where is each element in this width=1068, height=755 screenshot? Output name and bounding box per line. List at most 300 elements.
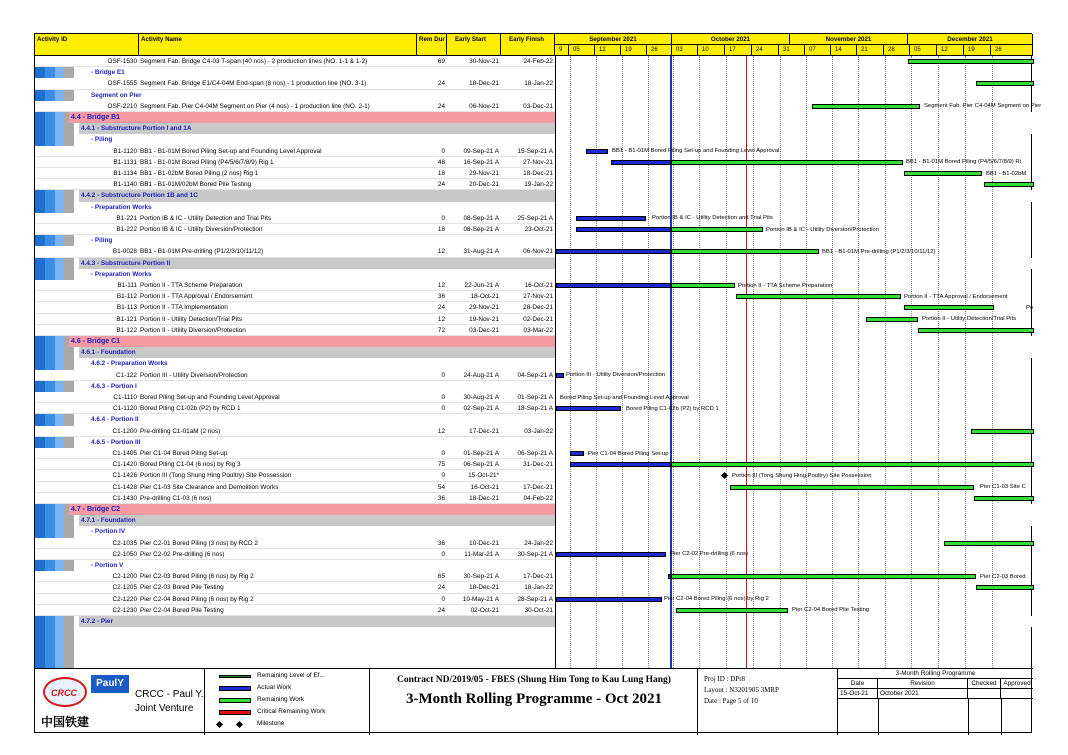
revision-date: 15-Oct-21 bbox=[838, 689, 878, 699]
wbs-header-row[interactable] bbox=[89, 134, 555, 145]
month-label: December 2021 bbox=[908, 34, 1033, 45]
revision-header-approved: Approved bbox=[1001, 679, 1033, 689]
cell-id: C1-1120 bbox=[112, 405, 137, 413]
remaining-work-bar[interactable] bbox=[976, 585, 1034, 590]
cell-start: 06-Nov-21 bbox=[469, 102, 499, 110]
revision-table bbox=[838, 669, 1033, 735]
cell-name: Segment Fab. Bridge E1/C4-04M End-span (8 nos) - 1 production line (NO. 3-1) bbox=[140, 80, 367, 88]
activity-row[interactable] bbox=[35, 56, 555, 67]
contract-title: Contract ND/2019/05 - FBES (Shung Him Tong to Kau Lung Hang) bbox=[397, 675, 671, 685]
activity-row[interactable] bbox=[35, 280, 555, 291]
cell-dur: 12 bbox=[437, 282, 445, 289]
cell-id: B1-1134 bbox=[113, 170, 137, 177]
remaining-work-bar[interactable] bbox=[904, 305, 994, 310]
activity-row[interactable] bbox=[35, 246, 555, 257]
cell-dur: 36 bbox=[437, 539, 445, 547]
activity-row[interactable] bbox=[35, 146, 555, 157]
cell-name: Portion IB & IC - Utility Detection and Trial Pits bbox=[140, 214, 272, 222]
cell-name: Pier C2-03 Bored Piling (6 nos) by Rig 2 bbox=[140, 573, 254, 581]
wbs-title: 4.6 - Bridge C1 bbox=[71, 338, 121, 345]
cell-start: 24-Aug-21 A bbox=[463, 371, 499, 379]
cell-id: B1-1140 bbox=[113, 181, 137, 189]
activity-row[interactable] bbox=[35, 605, 555, 616]
cell-dur: 36 bbox=[437, 293, 445, 301]
wbs-title: 4.7.1 - Foundation bbox=[81, 517, 136, 525]
cell-name: Bored Piling C1-02b (P2) by RCD 1 bbox=[140, 405, 241, 413]
cell-dur: 75 bbox=[437, 461, 445, 469]
remaining-work-bar[interactable] bbox=[908, 59, 1034, 64]
legend-box bbox=[205, 669, 370, 735]
cell-dur: 0 bbox=[441, 550, 445, 558]
activity-row[interactable] bbox=[35, 426, 555, 437]
legend-swatch bbox=[219, 675, 251, 678]
activity-table bbox=[35, 56, 555, 668]
activity-row[interactable] bbox=[35, 459, 555, 470]
activity-row[interactable] bbox=[35, 448, 555, 459]
cell-start: 31-Aug-21 A bbox=[463, 248, 499, 256]
header-activity-name[interactable]: Activity Name bbox=[139, 34, 417, 56]
bar-label: Portion III - Utility Diversion/Protection bbox=[566, 372, 666, 379]
cell-id: C2-1230 bbox=[112, 606, 137, 614]
cell-fin: 04-Feb-22 bbox=[523, 494, 553, 502]
wbs-header-row[interactable] bbox=[79, 515, 555, 526]
wbs-band bbox=[556, 347, 1034, 358]
cell-start: 18-Oct-21 bbox=[470, 293, 499, 301]
gantt-sheet bbox=[34, 33, 1042, 733]
activity-row[interactable] bbox=[35, 157, 555, 168]
wbs-header-row[interactable] bbox=[69, 112, 555, 123]
cell-id: C2-1205 bbox=[112, 584, 137, 592]
cell-fin: 06-Nov-21 bbox=[523, 248, 553, 256]
wbs-header-row[interactable] bbox=[89, 235, 555, 246]
crcc-logo: CRCC bbox=[43, 677, 87, 707]
cell-dur: 72 bbox=[437, 326, 445, 334]
cell-name: Portion II - Utility Detection/Trial Pits bbox=[140, 315, 243, 323]
week-label: 12 bbox=[595, 45, 621, 56]
actual-work-bar[interactable] bbox=[576, 216, 646, 221]
cell-fin: 28-Dec-21 bbox=[523, 304, 553, 312]
bar-label: BB1 - B1-01M Bored Piling (P4/5/6/7/8/9) Ri bbox=[906, 159, 1021, 166]
cell-start: 02-Oct-21 bbox=[470, 606, 499, 614]
activity-row[interactable] bbox=[35, 493, 555, 504]
actual-work-bar[interactable] bbox=[556, 283, 671, 288]
cell-fin: 17-Dec-21 bbox=[523, 483, 553, 491]
actual-work-bar[interactable] bbox=[556, 249, 671, 254]
actual-work-bar[interactable] bbox=[586, 149, 608, 154]
footer bbox=[35, 668, 1033, 734]
cell-fin: 03-Mar-22 bbox=[523, 326, 553, 334]
cell-fin: 17-Dec-21 bbox=[523, 573, 553, 581]
cell-id: B1-222 bbox=[116, 226, 137, 233]
wbs-header-row[interactable] bbox=[79, 347, 555, 358]
cell-name: Portion II - TTA Approval / Endorsement bbox=[140, 293, 253, 301]
cell-fin: 01-Sep-21 A bbox=[517, 394, 553, 401]
cell-id: C2-1220 bbox=[112, 595, 137, 603]
project-info-box bbox=[698, 669, 838, 735]
pauly-logo: PaulY bbox=[91, 675, 129, 693]
remaining-work-bar[interactable] bbox=[671, 574, 976, 579]
week-label: 26 bbox=[647, 45, 672, 56]
wbs-header-row[interactable] bbox=[79, 258, 555, 269]
revision-checked bbox=[968, 689, 1001, 699]
wbs-header-row[interactable] bbox=[89, 414, 555, 425]
cell-fin: 28-Sep-21 A bbox=[517, 595, 553, 603]
remaining-work-bar[interactable] bbox=[904, 171, 982, 176]
cell-id: B1-111 bbox=[117, 282, 137, 289]
cell-start: 09-Sep-21 A bbox=[463, 147, 499, 155]
cell-name: Portion III - Utility Diversion/Protection bbox=[140, 371, 248, 379]
cell-name: BB1 - B1-01M/02bM Bored Pile Testing bbox=[140, 181, 252, 189]
layout-name: Layout : N3201905 3MRP bbox=[704, 686, 779, 694]
cell-start: 16-Sep-21 A bbox=[463, 158, 499, 166]
week-label: 03 bbox=[672, 45, 698, 56]
bar-label: BB1 - B1-01M Bored Piling Set-up and Founding Level Approval bbox=[612, 148, 780, 155]
bar-label: Portion II - TTA Scheme Preparation bbox=[738, 282, 833, 289]
activity-row[interactable] bbox=[35, 549, 555, 560]
activity-row[interactable] bbox=[35, 582, 555, 593]
cell-fin: 15-Sep-21 A bbox=[517, 147, 553, 155]
title-box bbox=[370, 669, 698, 735]
activity-row[interactable] bbox=[35, 168, 555, 179]
cell-name: Pier C2-04 Bored Pile Testing bbox=[140, 606, 224, 614]
wbs-title: 4.4.1 - Substructure Portion I and 1A bbox=[81, 125, 192, 133]
bar-label: Pier C2-02 Pre-drilling (6 nos) bbox=[670, 551, 748, 558]
cell-start: 19-Nov-21 bbox=[469, 315, 499, 323]
revision-name: October 2021 bbox=[878, 689, 968, 699]
activity-row[interactable] bbox=[35, 403, 555, 414]
revision-approved bbox=[1001, 689, 1033, 699]
cell-start: 08-Sep-21 A bbox=[463, 226, 499, 233]
cell-id: B1-122 bbox=[116, 326, 137, 334]
cell-name: BB1 - B1-02bM Bored Piling (2 nos) Rig 1 bbox=[140, 170, 259, 177]
cell-id: C2-1050 bbox=[112, 550, 137, 558]
cell-fin: 02-Dec-21 bbox=[523, 315, 553, 323]
cell-id: OSF-1530 bbox=[107, 58, 137, 65]
week-gridline bbox=[570, 56, 571, 668]
activity-row[interactable] bbox=[35, 213, 555, 224]
cell-name: Portion II - Utility Diversion/Protection bbox=[140, 326, 246, 334]
cell-start: 18-Dec-21 bbox=[469, 80, 499, 88]
legend-swatch bbox=[219, 698, 251, 703]
cell-fin: 19-Jan-22 bbox=[524, 181, 553, 189]
wbs-band bbox=[556, 616, 1034, 627]
actual-work-bar[interactable] bbox=[556, 597, 662, 602]
remaining-work-bar[interactable] bbox=[671, 160, 903, 165]
wbs-title: 4.7 - Bridge C2 bbox=[71, 506, 121, 513]
wbs-header-row[interactable] bbox=[69, 504, 555, 515]
header-early-start[interactable]: Early Start bbox=[447, 34, 501, 56]
remaining-work-bar[interactable] bbox=[671, 462, 1034, 467]
revision-header-checked: Checked bbox=[968, 679, 1001, 689]
wbs-header-row[interactable] bbox=[89, 560, 555, 571]
actual-work-bar[interactable] bbox=[611, 160, 671, 165]
wbs-header-row[interactable] bbox=[79, 190, 555, 201]
cell-id: B1-121 bbox=[116, 315, 137, 323]
wbs-title: 4.6.3 - Portion I bbox=[91, 382, 137, 390]
wbs-header-row[interactable] bbox=[79, 123, 555, 134]
wbs-header-row[interactable] bbox=[69, 336, 555, 347]
cell-id: C1-1110 bbox=[113, 394, 137, 401]
cell-fin: 04-Sep-21 A bbox=[517, 371, 553, 379]
cell-name: Pier C2-02 Pre-drilling (6 nos) bbox=[140, 550, 225, 558]
activity-row[interactable] bbox=[35, 179, 555, 190]
milestone-icon bbox=[216, 721, 223, 728]
bar-label: Portion II - TTA Approval / Endorsement bbox=[904, 293, 1008, 300]
cell-dur: 54 bbox=[437, 483, 445, 491]
cell-dur: 24 bbox=[437, 102, 445, 110]
remaining-work-bar[interactable] bbox=[944, 541, 1034, 546]
remaining-work-bar[interactable] bbox=[671, 227, 763, 232]
bar-label: BB1 - B1-01M Pre-drilling (P1/2/3/10/11/12) bbox=[822, 248, 936, 255]
wbs-header-row[interactable] bbox=[79, 616, 555, 627]
legend-critical-work: Critical Remaining Work bbox=[257, 708, 325, 715]
cell-name: Portion IB & IC - Utility Diversion/Protection bbox=[140, 226, 263, 233]
cell-dur: 0 bbox=[441, 405, 445, 413]
remaining-work-bar[interactable] bbox=[730, 485, 974, 490]
wbs-band bbox=[556, 123, 1034, 134]
remaining-work-bar[interactable] bbox=[676, 608, 788, 613]
bar-label: Pier C2-04 Bored Pile Testing bbox=[792, 607, 870, 614]
cell-name: BB1 - B1-01M Bored Piling (P4/5/6/7/8/9) Rig 1 bbox=[140, 158, 274, 166]
remaining-work-bar[interactable] bbox=[974, 496, 1034, 501]
remaining-work-bar[interactable] bbox=[671, 249, 819, 254]
cell-fin: 24-Feb-22 bbox=[523, 58, 553, 65]
actual-work-bar[interactable] bbox=[556, 373, 564, 378]
actual-work-bar[interactable] bbox=[556, 406, 621, 411]
wbs-band bbox=[556, 504, 1034, 515]
activity-row[interactable] bbox=[35, 538, 555, 549]
cell-id: B1-112 bbox=[116, 293, 137, 301]
wbs-header-row[interactable] bbox=[89, 381, 555, 392]
wbs-header-row[interactable] bbox=[89, 358, 555, 369]
cell-fin: 27-Nov-21 bbox=[523, 158, 553, 166]
cell-fin: 06-Sep-21 A bbox=[517, 450, 553, 457]
activity-row[interactable] bbox=[35, 314, 555, 325]
cell-dur: 0 bbox=[441, 214, 445, 222]
cell-id: C1-122 bbox=[116, 371, 137, 379]
activity-row[interactable] bbox=[35, 571, 555, 582]
wbs-title: Segment on Pier bbox=[91, 91, 142, 99]
cell-fin: 30-Oct-21 bbox=[524, 606, 553, 614]
milestone-icon bbox=[236, 721, 243, 728]
cell-start: 02-Sep-21 A bbox=[463, 405, 499, 413]
revision-col-divider bbox=[968, 699, 969, 735]
remaining-work-bar[interactable] bbox=[866, 317, 918, 322]
cell-start: 29-Nov-21 bbox=[469, 304, 499, 312]
week-label: 17 bbox=[725, 45, 752, 56]
cell-dur: 0 bbox=[441, 472, 445, 480]
wbs-header-row[interactable] bbox=[89, 269, 555, 280]
cell-dur: 65 bbox=[437, 573, 445, 581]
cell-dur: 0 bbox=[441, 371, 445, 379]
cell-name: Pier C2-03 Bored Pile Testing bbox=[140, 584, 224, 592]
cell-start: 30-Aug-21 A bbox=[463, 394, 499, 401]
header-activity-id[interactable]: Activity ID bbox=[35, 34, 139, 56]
cell-name: Portion III (Tong Shung Hing Poultry) Site Possession bbox=[140, 472, 292, 480]
wbs-title: 4.7.2 - Pier bbox=[81, 618, 113, 625]
revision-table-title: 3-Month Rolling Programme bbox=[838, 669, 1033, 679]
activity-row[interactable] bbox=[35, 291, 555, 302]
wbs-band bbox=[556, 515, 1034, 526]
cell-dur: 0 bbox=[441, 394, 445, 401]
cell-fin: 18-Dec-21 bbox=[523, 170, 553, 177]
legend-milestone: Milestone bbox=[257, 720, 284, 727]
activity-row[interactable] bbox=[35, 392, 555, 403]
cell-fin: 03-Dec-21 bbox=[523, 102, 553, 110]
remaining-work-bar[interactable] bbox=[812, 104, 920, 109]
cell-fin: 24-Jan-22 bbox=[524, 539, 553, 547]
cell-dur: 0 bbox=[441, 595, 445, 603]
month-label: October 2021 bbox=[672, 34, 790, 45]
wbs-title: - Portion V bbox=[91, 562, 124, 569]
cell-id: B1-1131 bbox=[113, 158, 137, 166]
cell-fin: 18-Jan-22 bbox=[524, 584, 553, 592]
cell-name: Pre-drilling C1-03 (6 nos) bbox=[140, 494, 212, 502]
programme-title: 3-Month Rolling Programme - Oct 2021 bbox=[406, 691, 662, 707]
wbs-header-row[interactable] bbox=[89, 526, 555, 537]
cell-id: B1-221 bbox=[116, 214, 137, 222]
cell-id: B1-113 bbox=[116, 304, 137, 312]
actual-work-bar[interactable] bbox=[570, 462, 671, 467]
cell-start: 30-Sep-21 A bbox=[463, 573, 499, 581]
wbs-band bbox=[556, 258, 1034, 269]
revision-col-divider bbox=[878, 699, 879, 735]
cell-start: 18-Dec-21 bbox=[469, 494, 499, 502]
cell-dur: 24 bbox=[437, 584, 445, 592]
gantt-timescale bbox=[555, 34, 1033, 56]
week-label: 14 bbox=[831, 45, 857, 56]
cell-start: 06-Sep-21 A bbox=[463, 461, 499, 469]
cell-id: B1-1120 bbox=[113, 147, 137, 155]
wbs-title: - Piling bbox=[91, 136, 113, 144]
header-early-finish[interactable]: Early Finish bbox=[501, 34, 555, 56]
bar-label: Pier C2-04 Bored Piling (6 nos) by Rig 2 bbox=[664, 596, 769, 603]
cell-fin: 23-Oct-21 bbox=[524, 226, 553, 233]
gantt-chart-area bbox=[555, 56, 1042, 668]
week-label: 05 bbox=[569, 45, 595, 56]
activity-row[interactable] bbox=[35, 224, 555, 235]
revision-header-date: Date bbox=[838, 679, 878, 689]
wbs-header-row[interactable] bbox=[89, 90, 555, 101]
remaining-work-bar[interactable] bbox=[918, 328, 1034, 333]
cell-name: Pier C2-04 Bored Piling (6 nos) by Rig 2 bbox=[140, 595, 254, 603]
bar-label: Portion III (Tong Shung Hing Poultry) Site Possession bbox=[732, 472, 872, 479]
jv-name-line1: CRCC - Paul Y. bbox=[135, 689, 204, 700]
cell-dur: 18 bbox=[437, 226, 445, 233]
cell-fin: 03-Jan-22 bbox=[524, 427, 553, 435]
cell-id: C1-1430 bbox=[112, 494, 137, 502]
wbs-title: 4.6.4 - Portion II bbox=[91, 416, 139, 424]
cell-dur: 24 bbox=[437, 304, 445, 312]
cell-dur: 69 bbox=[437, 58, 445, 65]
activity-row[interactable] bbox=[35, 325, 555, 336]
bar-label: Pier C1-04 Bored Piling Set-up bbox=[588, 450, 669, 457]
cell-dur: 0 bbox=[441, 450, 445, 457]
bar-label: Portion IB & IC - Utility Diversion/Protection bbox=[766, 226, 879, 233]
wbs-title: 4.6.2 - Preparation Works bbox=[91, 360, 168, 368]
wbs-title: 4.6.1 - Foundation bbox=[81, 349, 136, 357]
remaining-work-bar[interactable] bbox=[736, 294, 901, 299]
activity-row[interactable] bbox=[35, 470, 555, 481]
cell-start: 22-Jun-21 A bbox=[464, 282, 499, 289]
cell-dur: 48 bbox=[437, 158, 445, 166]
cell-start: 11-Mar-21 A bbox=[464, 550, 499, 558]
legend-actual-work: Actual Work bbox=[257, 684, 291, 691]
wbs-band bbox=[556, 336, 1034, 347]
cell-start: 29-Nov-21 bbox=[469, 170, 499, 177]
activity-row[interactable] bbox=[35, 78, 555, 89]
remaining-work-bar[interactable] bbox=[671, 283, 735, 288]
cell-fin: 25-Sep-21 A bbox=[517, 214, 553, 222]
wbs-header-row[interactable] bbox=[89, 67, 555, 78]
cell-fin: 27-Nov-21 bbox=[523, 293, 553, 301]
wbs-title: - Piling bbox=[91, 237, 113, 245]
cell-fin: 31-Dec-21 bbox=[523, 461, 553, 469]
bar-label: Portion IB & IC - Utility Detection and Trial Pits bbox=[652, 215, 773, 222]
wbs-header-row[interactable] bbox=[89, 202, 555, 213]
cell-start: 10-May-21 A bbox=[462, 595, 499, 603]
week-label: 05 bbox=[910, 45, 937, 56]
activity-row[interactable] bbox=[35, 101, 555, 112]
date-page: Date : Page 5 of 10 bbox=[704, 697, 758, 705]
activity-row[interactable] bbox=[35, 302, 555, 313]
cell-start: 08-Sep-21 A bbox=[463, 214, 499, 222]
wbs-title: 4.6.5 - Portion III bbox=[91, 438, 141, 446]
actual-work-bar[interactable] bbox=[556, 552, 666, 557]
cell-id: C1-1428 bbox=[112, 483, 137, 491]
cell-dur: 0 bbox=[441, 147, 445, 155]
cell-start: 20-Dec-21 bbox=[469, 181, 499, 189]
chinese-logo-text: 中国铁建 bbox=[41, 715, 90, 729]
week-label: 31 bbox=[779, 45, 805, 56]
month-label: September 2021 bbox=[555, 34, 672, 45]
cell-start: 30-Nov-21 bbox=[469, 58, 499, 65]
jv-name-line2: Joint Venture bbox=[135, 703, 194, 714]
remaining-work-bar[interactable] bbox=[984, 182, 1034, 187]
activity-row[interactable] bbox=[35, 594, 555, 605]
bar-label: Po bbox=[1026, 304, 1034, 311]
header-rem-dur[interactable]: Rem Dur bbox=[417, 34, 447, 56]
bar-label: Segment Fab. Pier C4-04M Segment on Pier bbox=[924, 103, 1042, 110]
week-label: 24 bbox=[752, 45, 779, 56]
remaining-work-bar[interactable] bbox=[976, 81, 1034, 86]
cell-fin: 18-Jan-22 bbox=[524, 80, 553, 88]
revision-header-revision: Revision bbox=[878, 679, 968, 689]
activity-row[interactable] bbox=[35, 370, 555, 381]
cell-id: OSF-1555 bbox=[107, 80, 137, 88]
week-label: 10 bbox=[698, 45, 725, 56]
bar-label: BB1 - B1-02bM bbox=[986, 170, 1027, 177]
cell-id: C1-1420 bbox=[112, 461, 137, 469]
cell-name: Bored Piling C1-04 (6 nos) by Rig 3 bbox=[140, 461, 241, 469]
wbs-title: - Portion IV bbox=[91, 528, 126, 536]
cell-start: 18-Dec-21 bbox=[469, 584, 499, 592]
cell-dur: 12 bbox=[437, 427, 445, 435]
actual-work-bar[interactable] bbox=[576, 227, 671, 232]
month-label: November 2021 bbox=[790, 34, 908, 45]
week-label: 9 bbox=[555, 45, 569, 56]
activity-row[interactable] bbox=[35, 482, 555, 493]
cell-name: Segment Fab. Bridge C4-03 T-span (40 nos) - 2 production lines (NO. 1-1 & 1-2) bbox=[140, 58, 368, 65]
cell-id: C1-1405 bbox=[112, 450, 137, 457]
actual-work-bar[interactable] bbox=[570, 451, 584, 456]
cell-name: Pier C1-04 Bored Piling Set-up bbox=[140, 450, 228, 457]
cell-dur: 24 bbox=[437, 80, 445, 88]
bar-label: Portion II - Utility Detection/Trial Pits bbox=[922, 316, 1017, 323]
cell-dur: 24 bbox=[437, 181, 445, 189]
wbs-header-row[interactable] bbox=[89, 437, 555, 448]
remaining-work-bar[interactable] bbox=[971, 429, 1034, 434]
